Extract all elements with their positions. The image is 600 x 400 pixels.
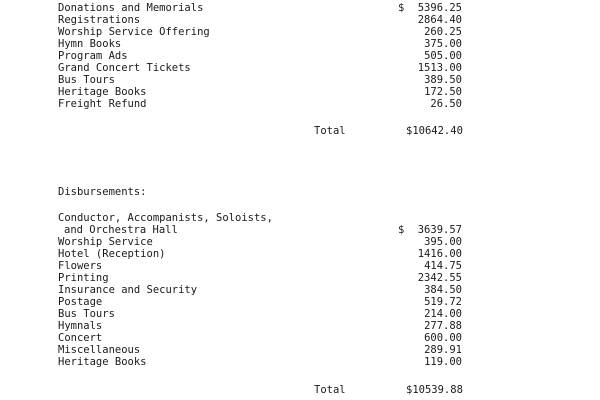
disbursement-amount: 414.75 — [424, 260, 462, 272]
disbursement-amount: 2342.55 — [417, 272, 462, 284]
receipt-amount: 375.00 — [424, 38, 462, 50]
receipts-total-amount: $10642.40 — [406, 125, 463, 137]
receipt-label: Donations and Memorials — [58, 2, 204, 14]
receipt-label: Hymn Books — [58, 38, 122, 50]
receipt-row — [0, 2, 600, 14]
receipt-row — [0, 98, 600, 110]
receipt-amount: 172.50 — [424, 86, 462, 98]
receipt-amount: 389.50 — [424, 74, 462, 86]
receipts-total-row — [0, 125, 600, 137]
disbursement-label: Postage — [58, 296, 103, 308]
disbursement-amount: 289.91 — [424, 344, 462, 356]
disbursement-amount: 384.50 — [424, 284, 462, 296]
disbursements-total-row — [0, 384, 600, 396]
disbursement-label: Bus Tours — [58, 308, 115, 320]
receipt-amount: 5396.25 — [417, 2, 462, 14]
receipt-row — [0, 86, 600, 98]
disbursement-amount: 519.72 — [424, 296, 462, 308]
disbursement-label: Concert — [58, 332, 103, 344]
currency-sign: $ — [398, 2, 405, 14]
disbursement-row — [0, 308, 600, 320]
disbursement-label: Heritage Books — [58, 356, 147, 368]
disbursement-row — [0, 272, 600, 284]
receipt-amount: 260.25 — [424, 26, 462, 38]
disbursement-row — [0, 332, 600, 344]
receipt-label: Bus Tours — [58, 74, 115, 86]
disbursement-amount: 600.00 — [424, 332, 462, 344]
disbursement-amount: 214.00 — [424, 308, 462, 320]
receipt-amount: 1513.00 — [417, 62, 462, 74]
disbursement-label: Miscellaneous — [58, 344, 141, 356]
receipt-row — [0, 26, 600, 38]
disbursement-row — [0, 212, 600, 224]
receipts-total-label: Total — [314, 125, 346, 137]
disbursement-amount: 277.88 — [424, 320, 462, 332]
disbursement-row — [0, 260, 600, 272]
receipt-row — [0, 74, 600, 86]
receipt-amount: 2864.40 — [417, 14, 462, 26]
disbursement-row — [0, 284, 600, 296]
receipt-row — [0, 50, 600, 62]
disbursement-label: and Orchestra Hall — [64, 224, 178, 236]
disbursement-label: Insurance and Security — [58, 284, 198, 296]
receipt-label: Heritage Books — [58, 86, 147, 98]
currency-sign: $ — [398, 224, 405, 236]
disbursement-row — [0, 236, 600, 248]
receipt-label: Worship Service Offering — [58, 26, 210, 38]
disbursement-row — [0, 296, 600, 308]
disbursement-row — [0, 356, 600, 368]
receipt-row — [0, 14, 600, 26]
disbursement-label: Printing — [58, 272, 109, 284]
receipt-row — [0, 62, 600, 74]
receipt-row — [0, 38, 600, 50]
disbursement-row — [0, 248, 600, 260]
receipt-label: Grand Concert Tickets — [58, 62, 191, 74]
receipt-amount: 26.50 — [430, 98, 462, 110]
disbursement-label: Hotel (Reception) — [58, 248, 166, 260]
disbursement-label: Worship Service — [58, 236, 153, 248]
disbursement-row — [0, 320, 600, 332]
receipt-label: Program Ads — [58, 50, 128, 62]
disbursements-total-amount: $10539.88 — [406, 384, 463, 396]
disbursement-row — [0, 344, 600, 356]
disbursement-amount: 119.00 — [424, 356, 462, 368]
receipt-label: Freight Refund — [58, 98, 147, 110]
disbursement-label: Hymnals — [58, 320, 103, 332]
disbursement-amount: 1416.00 — [417, 248, 462, 260]
disbursements-total-label: Total — [314, 384, 346, 396]
disbursements-heading: Disbursements: — [58, 186, 147, 198]
disbursement-label: Flowers — [58, 260, 103, 272]
receipt-label: Registrations — [58, 14, 141, 26]
disbursement-amount: 3639.57 — [417, 224, 462, 236]
disbursement-row — [0, 224, 600, 236]
disbursement-amount: 395.00 — [424, 236, 462, 248]
disbursement-label: Conductor, Accompanists, Soloists, — [58, 212, 273, 224]
receipt-amount: 505.00 — [424, 50, 462, 62]
